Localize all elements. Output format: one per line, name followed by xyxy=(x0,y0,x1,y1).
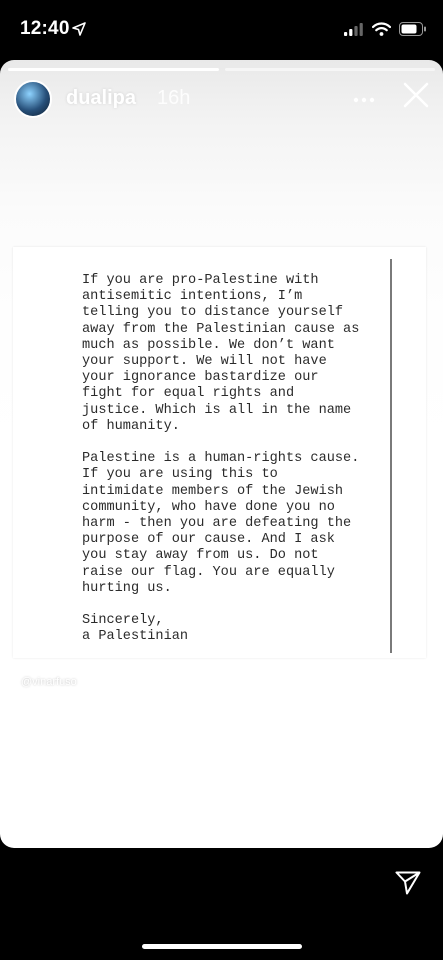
close-icon[interactable] xyxy=(403,82,429,113)
progress-segment xyxy=(225,68,436,71)
story-header xyxy=(14,80,431,120)
location-arrow-icon xyxy=(72,22,86,41)
watermark: @vinarfuso xyxy=(21,676,77,688)
progress-segment xyxy=(8,68,219,71)
home-indicator[interactable] xyxy=(142,944,302,949)
story-viewer[interactable] xyxy=(0,60,443,848)
wifi-icon xyxy=(372,22,391,41)
status-time: 12:40 xyxy=(20,18,70,39)
story-progress xyxy=(8,68,435,71)
more-icon[interactable] xyxy=(353,90,375,108)
username[interactable]: dualipa xyxy=(66,87,137,109)
card-margin-line xyxy=(390,259,392,653)
battery-icon xyxy=(399,22,427,41)
send-icon[interactable] xyxy=(395,871,421,900)
cellular-signal-icon xyxy=(344,23,364,41)
post-card xyxy=(13,247,426,658)
post-time: 16h xyxy=(157,87,191,109)
status-bar xyxy=(0,0,443,62)
status-indicators xyxy=(344,22,427,41)
avatar[interactable] xyxy=(14,80,52,118)
post-text: If you are pro-Palestine with antisemitic intentions, I’m telling you to distance yourself away from the Palestinian cause as much as possible. We don’t want your support. We will not have your ignorance bastardize our fight for equal rights and justice. Which is all in the name of humanity. Palestine is a human-rights cause. If you are using this to intimidate members of the Jewish community, who have done you no harm - then you are defeating the purpose of our cause. And I ask you stay away from us. Do not raise our flag. You are equally hurting us. Sincerely, a Palestinian xyxy=(82,273,360,645)
